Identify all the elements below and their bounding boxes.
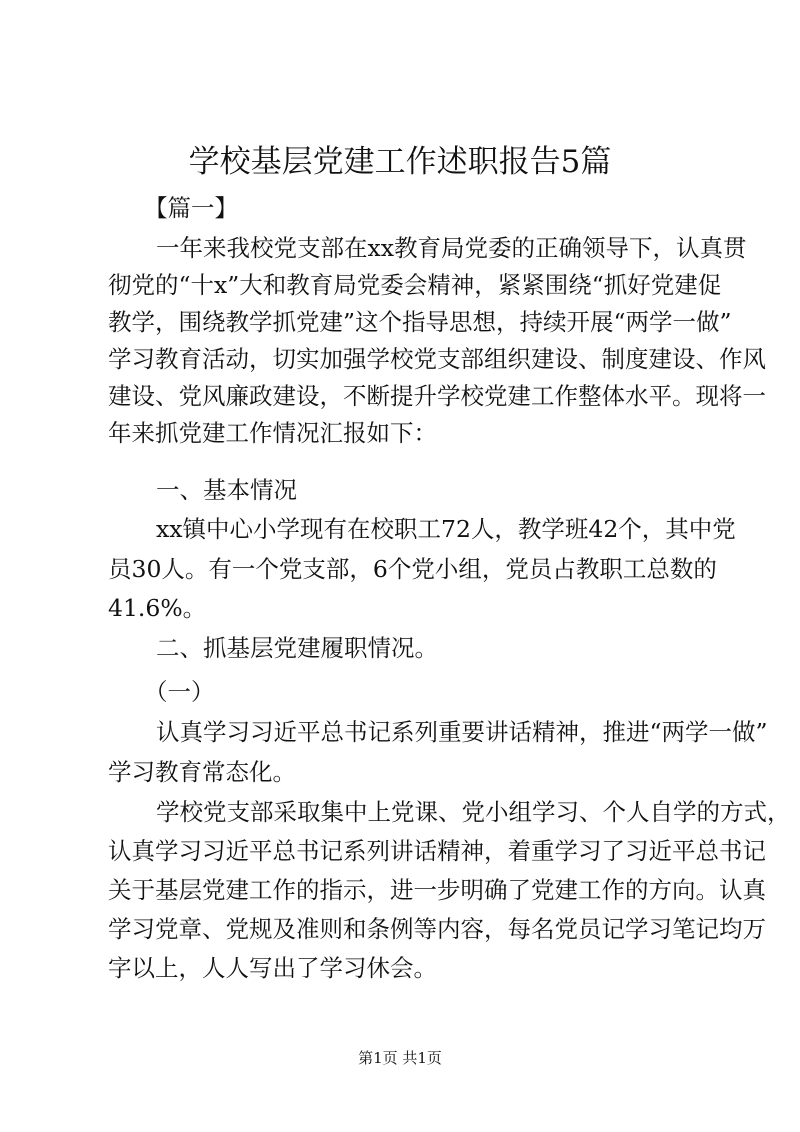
paragraph-line: 一年来我校党支部在xx教育局党委的正确领导下，认真贯 bbox=[156, 234, 747, 262]
paragraph-line: 认真学习习近平总书记系列重要讲话精神，推进“两学一做” bbox=[156, 718, 768, 746]
paragraph-line: 学习教育活动，切实加强学校党支部组织建设、制度建设、作风 bbox=[108, 345, 766, 373]
paragraph-line: 学习教育常态化。 bbox=[108, 758, 296, 786]
paragraph-line: 认真学习习近平总书记系列讲话精神，着重学习了习近平总书记 bbox=[108, 837, 766, 865]
paragraph-line: 建设、党风廉政建设，不断提升学校党建工作整体水平。现将一 bbox=[108, 382, 766, 410]
section-heading-basic-info: 一、基本情况 bbox=[156, 476, 297, 504]
paragraph-line: xx镇中心小学现有在校职工72人，教学班42个，其中党 bbox=[156, 515, 736, 543]
paragraph-line: 学习党章、党规及准则和条例等内容，每名党员记学习笔记均万 bbox=[108, 915, 766, 943]
paragraph-line: 字以上，人人写出了学习休会。 bbox=[108, 954, 437, 982]
paragraph-line: 年来抓党建工作情况汇报如下： bbox=[108, 419, 437, 447]
page-footer: 第1页 共1页 bbox=[358, 1049, 442, 1067]
paragraph-line: 41.6%。 bbox=[108, 594, 207, 622]
section-heading-duties: 二、抓基层党建履职情况。 bbox=[156, 634, 438, 662]
section-label-part-one: 【篇一】 bbox=[144, 194, 238, 222]
paragraph-line: 关于基层党建工作的指示，进一步明确了党建工作的方向。认真 bbox=[108, 876, 766, 904]
subsection-label: （一） bbox=[144, 678, 215, 706]
document-title: 学校基层党建工作述职报告5篇 bbox=[188, 144, 612, 180]
paragraph-line: 彻党的“十x”大和教育局党委会精神，紧紧围绕“抓好党建促 bbox=[108, 271, 722, 299]
paragraph-line: 学校党支部采取集中上党课、党小组学习、个人自学的方式， bbox=[156, 798, 791, 826]
paragraph-line: 员30人。有一个党支部，6个党小组，党员占教职工总数的 bbox=[108, 555, 717, 583]
paragraph-line: 教学，围绕教学抓党建”这个指导思想，持续开展“两学一做” bbox=[108, 308, 732, 336]
